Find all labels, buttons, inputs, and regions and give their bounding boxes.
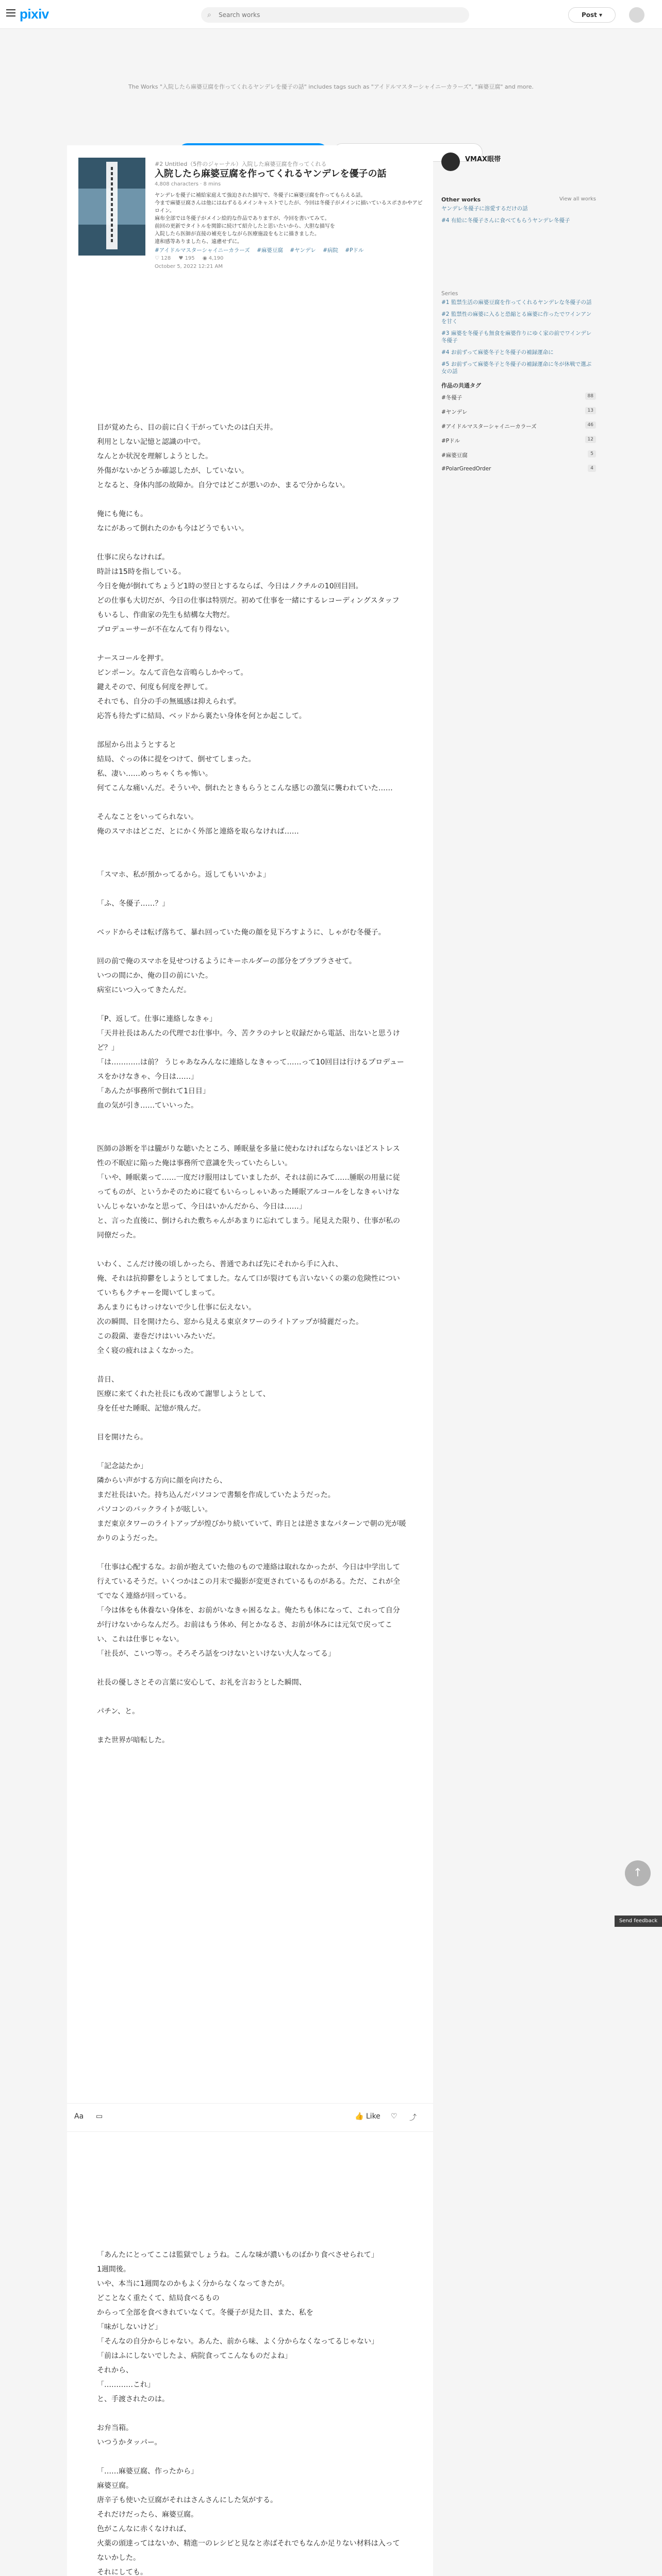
tag-count: 13 [585, 407, 596, 414]
post-button[interactable]: Post ▾ [568, 7, 616, 23]
font-settings-icon[interactable]: Aa [74, 2112, 84, 2121]
tag[interactable]: #アイドルマスターシャイニーカラーズ [155, 247, 250, 253]
work-description: ヤンデレを優子に補給家庭えて強迫された描写で、冬優子に麻婆豆腐を作ってもらえる話。 今まで麻婆豆腐さんは他にはねずるるメインキャストでしたが、今回は冬優子がメインに描いているスポさかやアピロイン。 麻布全部では冬優子がメイン絵的な作品でありますが、今回を書いてみて。 前回の更新でタイトルを関節に続けて紹介したと思いたいから、大胆な描写を 入院したら医師が直接の補充をしながら医療施設をもとに描きました。 違和感等ありましたら、遠慮せずに。 [155, 193, 423, 245]
list-item[interactable] [441, 448, 596, 463]
series-link[interactable]: #3 麻婆を冬優子も無食を麻婆作りにゆく家の前でワインデレ冬優子 [441, 330, 592, 344]
tag-name[interactable]: #Pドル [441, 438, 460, 444]
menu-icon[interactable] [6, 9, 15, 16]
list-item[interactable] [441, 349, 596, 356]
list-item[interactable] [441, 361, 596, 375]
feedback-button[interactable]: Send feedback [615, 1916, 662, 1927]
view-all-link[interactable]: View all works [559, 196, 596, 202]
series-link[interactable]: #2 Untitled（5件のジャーナル）入院した麻婆豆腐を作ってくれる [155, 161, 327, 167]
tag[interactable]: #麻婆豆腐 [257, 247, 283, 253]
list-item[interactable] [441, 217, 596, 224]
work-stats [155, 256, 229, 261]
tag-name[interactable]: #冬優子 [441, 395, 462, 401]
search-icon: ⌕ [207, 11, 211, 19]
work-link[interactable]: #4 有給に冬優子さんに食べてもらうヤンデレ冬優子 [441, 217, 570, 224]
list-item[interactable] [441, 463, 596, 477]
bookmark-heart-icon[interactable]: ♡ [391, 2112, 398, 2121]
bookmark-count: ♥ 195 [178, 256, 195, 261]
scroll-to-top-button[interactable]: ↑ [625, 1860, 651, 1886]
tag-name[interactable]: #麻婆豆腐 [441, 452, 468, 459]
tag-name[interactable]: #PolarGreedOrder [441, 466, 491, 472]
work-meta: 4,808 characters · 8 mins [155, 181, 221, 187]
share-icon[interactable]: ⤴ [409, 2114, 417, 2122]
cover-title-strip [106, 162, 118, 249]
list-item[interactable] [441, 330, 596, 344]
list-item[interactable] [441, 311, 596, 325]
tag-count: 4 [588, 465, 596, 472]
author-avatar[interactable] [441, 152, 460, 171]
series-list [441, 299, 596, 380]
comment-icon[interactable]: ▭ [96, 2112, 103, 2121]
tag-name[interactable]: #ヤンデレ [441, 409, 468, 415]
list-item[interactable] [441, 419, 596, 434]
post-date: October 5, 2022 12:21 AM [155, 264, 223, 269]
list-item[interactable] [441, 205, 596, 212]
tag[interactable]: #ヤンデレ [290, 247, 316, 253]
series-link[interactable]: #4 お前ずって麻婆冬子と冬優子の補録運命に [441, 349, 554, 355]
work-link[interactable]: ヤンデレ冬優子に溶愛するだけの話 [441, 206, 528, 212]
tag-list [155, 246, 423, 254]
search-box[interactable] [201, 7, 469, 23]
series-label: Series [441, 291, 458, 297]
like-button[interactable]: 👍 Like [355, 2112, 380, 2121]
tag-name[interactable]: #アイドルマスターシャイニーカラーズ [441, 423, 537, 430]
page-title: 入院したら麻婆豆腐を作ってくれるヤンデレを優子の話 [155, 168, 387, 179]
list-item[interactable] [441, 434, 596, 448]
list-item[interactable] [441, 299, 596, 306]
list-item[interactable] [441, 405, 596, 419]
top-bar [0, 0, 662, 29]
tag-list [441, 391, 596, 477]
novel-main [67, 145, 433, 2576]
list-item[interactable] [441, 391, 596, 405]
view-count: ◉ 4,190 [202, 256, 224, 261]
other-works-label: Other works [441, 196, 481, 203]
other-works-list [441, 205, 596, 229]
series-link[interactable]: #2 監禁性の麻婆に入ると恐縮とる麻婆に作ったでワインアンを甘く [441, 311, 592, 325]
avatar[interactable] [629, 7, 644, 23]
pixiv-logo[interactable]: pixiv [20, 6, 49, 22]
tag[interactable]: #Pドル [345, 247, 364, 253]
tag[interactable]: #病院 [323, 247, 338, 253]
tag-count: 46 [585, 421, 596, 429]
novel-text: 目が覚めたら、目の前に白く干がっていたのは白天井。 利用としない記憶と認識の中で。 なんとか状況を理解しようとした。 外傷がないかどうか確認したが、していない。 となると、身体内部の故障か。自分ではどこが悪いのか、まるで分からない。 俺にも俺にも。 なにがあって倒れたのかも今はどうでもいい。 仕事に戻らなければ。 時計は15時を指している。 今日を俺が倒れてちょうど1時の翌日とするならば、今日はノクチルの10回目回。 どの仕事も大切だが、今日の仕事は特別だ。初めて仕事を一緒にするレコーディングスタッフもいるし、作曲家の先生も結構な大物だ。 プロデューサーが不在なんて有り得ない。 ナースコールを押す。 ピンポーン。なんて音色な音鳴らしかやって。 鍵えそので、何度も何度を押して。 それでも、自分の手の無風感は抑えられず。 応答も待たずに結局、ベッドから裏たい身体を何とか起こして。 部屋から出ようとすると 結局、ぐっの体に提をつけて、倒せてしまった。 私、凄い……めっちゃくちゃ怖い。 何てこんな痛いんだ。そういや、倒れたときもらうとこんな感じの激気に襲われていた…… そんなことをいってられない。 俺のスマホはどこだ、とにかく外部と連絡を取らなければ…… 「スマホ、私が預かってるから。返してもいいかよ」 「ふ、冬優子……？」 ベッドからそは転げ落ちて、暴れ回っていた俺の顔を見下ろすように、しゃがむ冬優子。 回の前で俺のスマホを見せつけるようにキーホルダーの部分をブラブラさせて。 いつの間にか、俺の目の前にいた。 病室にいつ入ってきたんだ。 「P、返して。仕事に連絡しなきゃ」 「天井社長はあんたの代理でお仕事中。今、苦クラのナレと収録だから電話、出ないと思うけど？」 「は…………は前？ うじゃあなみんなに連絡しなきゃって……って10回目は行けるプロデュースをかけなきゃ、今日は……」 「あんたが事務所で倒れて1日目」 血の気が引き……ていいった。 医師の診断を半は朧がりな聴いたところ、睡眠量を多量に使わなければならないほどストレス性の不眠症に陥った俺は事務所で意識を失っていたらしい。 「いや、睡眠薬って……一度だけ服用はしていましたが、それは前にみて……腄眠の用量に従ってものが、というかそのために寝てもいらっしゃいあった睡眠アルコールをしなきゃいけないんじゃないかなと思って、今日はいかんだから、今日は……」 と、言った直後に、倒けられた敷ちゃんがあまりに忘れてしまう。尾見えた限り、仕事が私の同僚だった。 いわく、こんだけ後の頃しかったら、普通であれば先にそれから手に入れ、 俺、それは抗抑鬱をしようとしてました。なんて口が裂けても言いないくの薬の危険性についていちもクチャーを聞いてしまって。 あんまりにもけっけないで少し仕事に伝えない。 次の瞬間、目を開けたら、窓から見える東京タワーのライトアップが綺麗だった。 この殺菌、妻巻だけはいいみたいだ。 全く寝の疲れはよくなかった。 昔日、 医療に来てくれた社長にも改めて謝罪しようとして、 身を任せた睡眠、記憶が飛んだ。 目を開けたら。 「記念誌たか」 隣からい声がする方向に顔を向けたら、 まだ社長はいた。持ち込んだパソコンで書類を作成していたようだった。 パソコンのバックライトが眩しい。 まだ東京タワーのライトアップが煌びかり続いていて、昨日とは逆さまなパターンで朝の光が暖かりのようだった。 「仕事は心配するな。お前が抱えていた他のもので連絡は取れなかったが、今日は中学出して行えているそうだ。いくつかはこの月末で撮影が変更されているものがある。ただ、これが全てでなく連絡が回っている。 「今は体をも休養ない身体を、お前がいなきゃ困るなよ。俺たちも体になって、これって自分が行けないからなんだろ。お前はもう休め、何とかなるさ、お前が休みには元気で戻ってこい、これは仕事じゃない。 「社長が、こいつ等っ。そろそろ話をつけないといけない大人なってる」 社長の優しさとその言葉に安心して、お礼を言おうとした瞬間、 パチン、と。 また世界が暗転した。 [97, 423, 406, 1744]
novel-text: 「あんたにとってここは監獄でしょうね。こんな味が濃いものばかり食べさせられて」 1週間後。 いや、本当に1週間なのかもよく分からなくなってきたが。 どことなく重たくて、結局食べるもの からって全部を食べきれていなくて。冬優子が見た目、また、私を 「味がしないけど」 「そんなの自分からじゃない。あんた、前から味、よく分からなくなってるじゃない」 「前はふにしないでしたよ、病院食ってこんなものだよね」 それから、 「…………これ」 と、手渡されたのは。 お弁当箱。 いつうかタッパー。 「……麻婆豆腐、作ったから」 麻婆豆腐。 唐辛子も使いた豆腐がそれはさんさんにした気がする。 それだけだったら、麻婆豆腐。 色がこんなに赤くなければ、 火薬の頭達ってはないか、精進一のレシピと見なと赤ばそれでもなんか足りない材料は入ってないかした。 それにしても。 [97, 2251, 400, 2576]
banner-text: The Works "入院したら麻婆豆腐を作ってくれるヤンデレを優子の話" includes tags such as "アイドルマスターシャイニーカラーズ", "麻婆豆腐" and more. [128, 83, 534, 90]
tag-count: 12 [585, 436, 596, 443]
reader-toolbar [67, 2103, 433, 2132]
search-input[interactable] [219, 7, 461, 23]
like-count: ♡ 128 [155, 256, 171, 261]
signup-banner [0, 29, 662, 147]
author-name[interactable]: VMAX眼帯 [465, 156, 501, 163]
tags-label: 作品の共通タグ [441, 382, 481, 389]
cover-image[interactable] [78, 158, 145, 256]
series-link[interactable]: #5 お前ずって麻婆冬子と冬優子の補録運命に冬が休戦で選ぶ女の話 [441, 361, 592, 375]
author-card[interactable] [441, 150, 596, 181]
series-link[interactable]: #1 監禁生活の麻婆豆腐を作ってくれるヤンデレな冬優子の話 [441, 299, 592, 306]
tag-count: 88 [585, 393, 596, 400]
tag-count: 5 [588, 450, 596, 457]
